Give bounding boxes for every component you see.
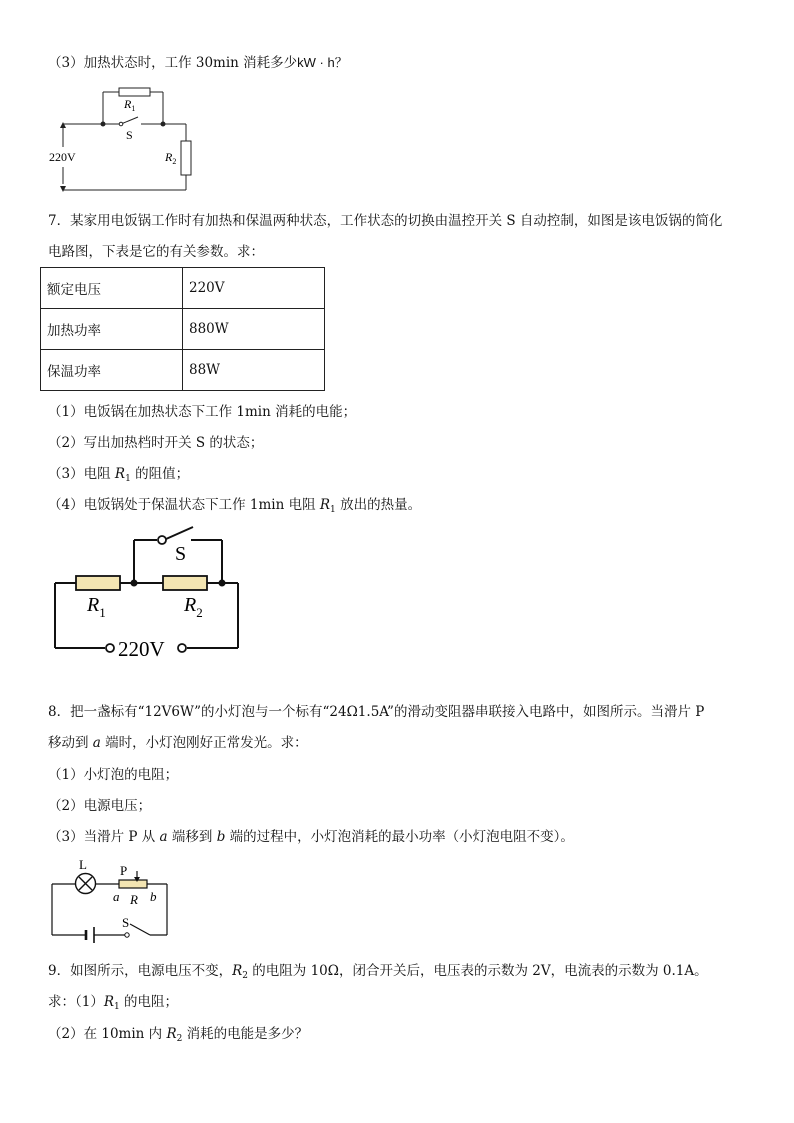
q9-line1-a: 9．如图所示，电源电压不变， (48, 963, 233, 979)
table-cell-label: 保温功率 (41, 350, 183, 391)
q8-part3 (48, 828, 574, 846)
q6-part3-unit: kW · h？ (297, 55, 348, 70)
q7-r1-label: $R_1$ (87, 594, 106, 620)
q7-part3-b: 的阻值； (130, 466, 190, 482)
q8-line2-a: 移动到 (48, 735, 93, 751)
q7-part4-symbol: R (319, 497, 331, 513)
q7-part4-sub: 1 (330, 505, 336, 515)
q8-part1: （1）小灯泡的电阻； (48, 767, 179, 783)
q7-line2: 电路图，下表是它的有关参数。求： (48, 244, 264, 260)
q9-line2-sub: 1 (114, 1002, 120, 1012)
q8-slider-label: P (120, 863, 128, 878)
q7-r2-label: $R_2$ (184, 594, 203, 620)
q8-part2: （2）电源电压； (48, 798, 152, 814)
q9-line3-b: 消耗的电能是多少？ (182, 1026, 309, 1042)
q9-line3-a: （2）在 10min 内 (48, 1026, 167, 1042)
q9-line1 (48, 962, 708, 985)
q9-line2-symbol: R (103, 994, 115, 1010)
q8-b-label: b (150, 889, 157, 904)
q8-line1: 8．把一盏标有“12V6W”的小灯泡与一个标有“24Ω1.5A”的滑动变阻器串联接入电路中，如图所示。当滑片 P (48, 704, 705, 720)
table-cell-value: 220V (183, 268, 325, 309)
q9-line1-sub: 2 (242, 971, 248, 981)
q7-part3-a: （3）电阻 (48, 466, 115, 482)
q8-r-label: R (130, 892, 138, 907)
q7-voltage-label: 220V (118, 637, 165, 661)
q8-part3-c: 端的过程中，小灯泡消耗的最小功率（小灯泡电阻不变）。 (225, 829, 574, 845)
q7-part3-symbol: R (114, 466, 126, 482)
q9-line3 (48, 1025, 308, 1048)
q7-part4-b: 放出的热量。 (335, 497, 422, 513)
q8-switch-label: S (122, 915, 130, 930)
table-row (41, 309, 325, 350)
q8-part3-b-symbol: b (216, 829, 226, 845)
table-cell-value: 88W (183, 350, 325, 391)
q8-line2-a-symbol: a (92, 735, 101, 751)
q7-part3-sub: 1 (125, 474, 131, 484)
q6-switch-label: S (126, 128, 133, 142)
q8-part3-a-symbol: a (159, 829, 168, 845)
table-cell-value: 880W (183, 309, 325, 350)
q9-line3-sub: 2 (176, 1034, 183, 1044)
q8-part3-a: （3）当滑片 P 从 (48, 829, 160, 845)
q8-a-label: a (113, 889, 120, 904)
q8-line2-b: 端时，小灯泡刚好正常发光。求： (100, 735, 308, 751)
q9-line3-symbol: R (166, 1026, 177, 1042)
q6-r1-label: $R_1$ (124, 97, 136, 113)
q7-part1: （1）电饭锅在加热状态下工作 1min 消耗的电能； (48, 404, 357, 420)
q9-line1-symbol: R (232, 963, 243, 979)
table-row (41, 350, 325, 391)
q9-line2-a: 求：（1） (48, 994, 104, 1010)
q9-line2 (48, 993, 178, 1016)
q6-r2-label: $R_2$ (165, 150, 177, 166)
table-cell-label: 额定电压 (41, 268, 183, 309)
table-cell-label: 加热功率 (41, 309, 183, 350)
q7-switch-label: S (175, 543, 187, 565)
q7-line1: 7．某家用电饭锅工作时有加热和保温两种状态，工作状态的切换由温控开关 S 自动控制，如图是该电饭锅的简化 (48, 213, 723, 229)
q8-part3-b: 端移到 (167, 829, 217, 845)
q7-part2: （2）写出加热档时开关 S 的状态； (48, 435, 264, 451)
q7-parameter-table (40, 267, 325, 391)
q6-part3-stem: （3）加热状态时，工作 30min 消耗多少 (48, 55, 298, 71)
q8-line2 (48, 734, 308, 752)
table-row (41, 268, 325, 309)
q9-line1-b: 的电阻为 10Ω，闭合开关后，电压表的示数为 2V，电流表的示数为 0.1A。 (248, 963, 708, 979)
q6-voltage-label: 220V (49, 150, 76, 164)
q7-part4-a: （4）电饭锅处于保温状态下工作 1min 电阻 (48, 497, 320, 513)
q7-part4 (48, 496, 421, 519)
q7-part3 (48, 465, 189, 488)
q6-part3-text (48, 54, 348, 72)
q8-lamp-label: L (79, 857, 87, 872)
q9-line2-b: 的电阻； (119, 994, 179, 1010)
